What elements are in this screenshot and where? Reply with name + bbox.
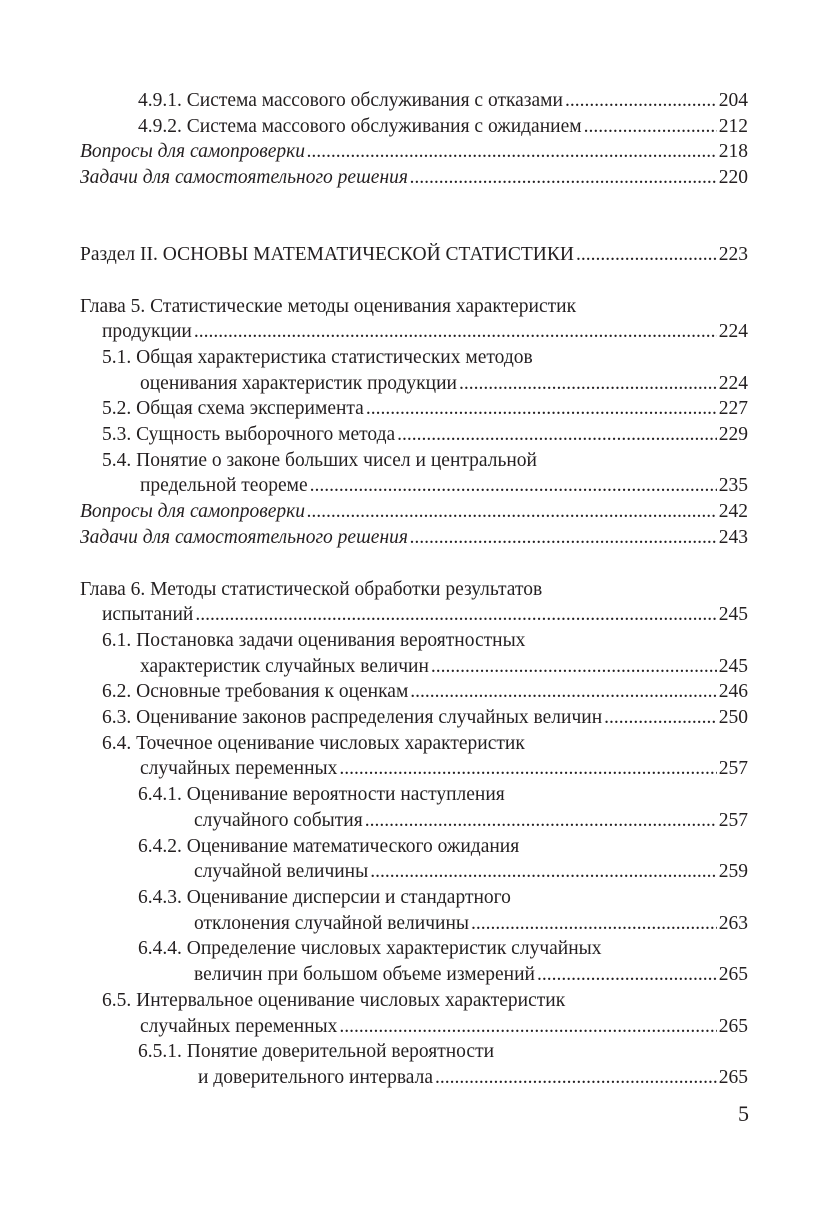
- toc-entry-page: 257: [718, 809, 748, 831]
- toc-entry-title: 4.9.1. Система массового обслуживания с отказами: [138, 90, 563, 111]
- toc-entry-6-5[interactable]: [80, 988, 748, 1039]
- toc-entry-page: 220: [718, 167, 748, 189]
- toc-entry-title-line1: 6.4.4. Определение числовых характеристик случайных: [138, 938, 602, 960]
- toc-entry-title-line2: случайных переменных: [140, 758, 338, 780]
- toc-entry-title-line1: 6.1. Постановка задачи оценивания вероятностных: [102, 629, 526, 651]
- toc-entry-ch5-questions[interactable]: [80, 499, 748, 525]
- dot-leader: [537, 962, 717, 988]
- dot-leader: [435, 1065, 717, 1091]
- toc-entry-page: 265: [718, 1015, 748, 1037]
- toc-entry-title-line1: Глава 5. Статистические методы оценивания характеристик: [80, 295, 577, 317]
- toc-entry-6-4[interactable]: [80, 731, 748, 782]
- dot-leader: [195, 602, 716, 628]
- toc-entry-title-line2: случайной величины: [194, 861, 369, 883]
- toc-entry-title-line1: 6.4. Точечное оценивание числовых характеристик: [102, 732, 525, 754]
- dot-leader: [410, 525, 717, 551]
- toc-entry-title: 5.2. Общая схема эксперимента: [102, 398, 364, 420]
- toc-entry-6-5-1[interactable]: [80, 1039, 748, 1090]
- toc-entry-title: 6.2. Основные требования к оценкам: [102, 681, 409, 703]
- toc-entry-chapter-5[interactable]: [80, 294, 748, 345]
- toc-entry-ch5-tasks[interactable]: [80, 525, 748, 551]
- dot-leader: [471, 911, 717, 937]
- toc-entry-page: 245: [718, 655, 748, 677]
- toc-entry-6-1[interactable]: [80, 628, 748, 679]
- toc-entry-5-2[interactable]: [80, 396, 748, 422]
- toc-entry-title: Задачи для самостоятельного решения: [80, 167, 408, 189]
- toc-entry-page: 263: [718, 912, 748, 934]
- toc-entry-title: Вопросы для самопроверки: [80, 141, 306, 163]
- dot-leader: [431, 654, 717, 680]
- toc-entry-title: 4.9.2. Система массового обслуживания с ожиданием: [138, 115, 582, 137]
- toc-entry-title-line1: 6.4.2. Оценивание математического ожидания: [138, 835, 520, 857]
- toc-entry-title-line1: Глава 6. Методы статистической обработки результатов: [80, 578, 543, 600]
- dot-leader: [604, 705, 717, 731]
- toc-entry-page: 242: [718, 501, 748, 523]
- toc-entry-6-4-2[interactable]: [80, 834, 748, 885]
- dot-leader: [194, 319, 717, 345]
- dot-leader: [339, 1014, 716, 1040]
- toc-entry-6-4-4[interactable]: [80, 936, 748, 987]
- table-of-contents: [80, 88, 748, 1091]
- toc-entry-title-line2: оценивания характеристик продукции: [140, 372, 457, 394]
- dot-leader: [307, 499, 717, 525]
- toc-entry-title-line1: 5.1. Общая характеристика статистических методов: [102, 346, 533, 368]
- toc-entry-6-4-3[interactable]: [80, 885, 748, 936]
- toc-entry-title-line1: 6.4.1. Оценивание вероятности наступления: [138, 784, 505, 806]
- toc-entry-page: 229: [718, 424, 748, 446]
- dot-leader: [397, 422, 717, 448]
- toc-entry-title: Задачи для самостоятельного решения: [80, 526, 408, 548]
- toc-entry-title: Вопросы для самопроверки: [80, 501, 306, 523]
- toc-entry-title-line2: случайных переменных: [140, 1015, 338, 1037]
- toc-entry-title-line2: предельной теореме: [140, 475, 308, 497]
- toc-entry-page: 224: [718, 321, 748, 343]
- toc-entry-5-4[interactable]: [80, 448, 748, 499]
- dot-leader: [339, 756, 716, 782]
- page-number: 5: [738, 1101, 749, 1126]
- dot-leader: [370, 859, 717, 885]
- toc-entry-page: 243: [718, 526, 748, 548]
- dot-leader: [365, 808, 717, 834]
- toc-entry-page: 259: [718, 861, 748, 883]
- toc-entry-title-line2: случайного события: [194, 809, 363, 831]
- toc-entry-page: 246: [718, 681, 748, 703]
- toc-entry-4-9-2[interactable]: [80, 114, 748, 140]
- dot-leader: [584, 114, 717, 140]
- toc-entry-ch4-questions[interactable]: [80, 139, 748, 165]
- toc-entry-4-9-1[interactable]: [80, 88, 748, 114]
- toc-entry-page: 223: [718, 243, 748, 265]
- toc-entry-chapter-6[interactable]: [80, 577, 748, 628]
- toc-entry-title-line2: величин при большом объеме измерений: [194, 964, 535, 986]
- toc-entry-title-line2: характеристик случайных величин: [140, 655, 429, 677]
- toc-entry-title-line1: 6.4.3. Оценивание дисперсии и стандартного: [138, 886, 511, 908]
- toc-entry-title-line1: 5.4. Понятие о законе больших чисел и центральной: [102, 449, 537, 471]
- dot-leader: [310, 473, 717, 499]
- toc-entry-title-line2: продукции: [102, 321, 192, 343]
- toc-entry-6-4-1[interactable]: [80, 782, 748, 833]
- toc-entry-page: 257: [718, 758, 748, 780]
- toc-entry-title: 5.3. Сущность выборочного метода: [102, 424, 396, 446]
- toc-entry-5-3[interactable]: [80, 422, 748, 448]
- dot-leader: [459, 371, 717, 397]
- toc-entry-6-2[interactable]: [80, 679, 748, 705]
- toc-entry-ch4-tasks[interactable]: [80, 165, 748, 191]
- dot-leader: [410, 679, 716, 705]
- toc-entry-page: 245: [718, 604, 748, 626]
- toc-entry-title-line1: 6.5. Интервальное оценивание числовых характеристик: [102, 989, 566, 1011]
- toc-entry-page: 204: [718, 90, 748, 111]
- toc-entry-title: 6.3. Оценивание законов распределения случайных величин: [102, 707, 603, 729]
- dot-leader: [565, 88, 717, 114]
- dot-leader: [576, 242, 717, 268]
- toc-entry-part-2[interactable]: [80, 242, 748, 268]
- toc-entry-page: 265: [718, 964, 748, 986]
- dot-leader: [410, 165, 717, 191]
- toc-entry-page: 224: [718, 372, 748, 394]
- toc-entry-title: Раздел II. ОСНОВЫ МАТЕМАТИЧЕСКОЙ СТАТИСТИКИ: [80, 243, 574, 265]
- toc-entry-title-line2: отклонения случайной величины: [194, 912, 469, 934]
- dot-leader: [307, 139, 717, 165]
- toc-entry-page: 218: [718, 141, 748, 163]
- toc-entry-title-line1: 6.5.1. Понятие доверительной вероятности: [138, 1041, 495, 1063]
- dot-leader: [366, 396, 717, 422]
- toc-entry-page: 227: [718, 398, 748, 420]
- toc-entry-page: 265: [718, 1066, 748, 1088]
- toc-entry-title-line2: и доверительного интервала: [198, 1066, 433, 1088]
- toc-entry-page: 212: [718, 115, 748, 137]
- toc-entry-page: 250: [718, 707, 748, 729]
- toc-entry-5-1[interactable]: [80, 345, 748, 396]
- toc-entry-page: 235: [718, 475, 748, 497]
- toc-entry-title-line2: испытаний: [102, 604, 194, 626]
- toc-entry-6-3[interactable]: [80, 705, 748, 731]
